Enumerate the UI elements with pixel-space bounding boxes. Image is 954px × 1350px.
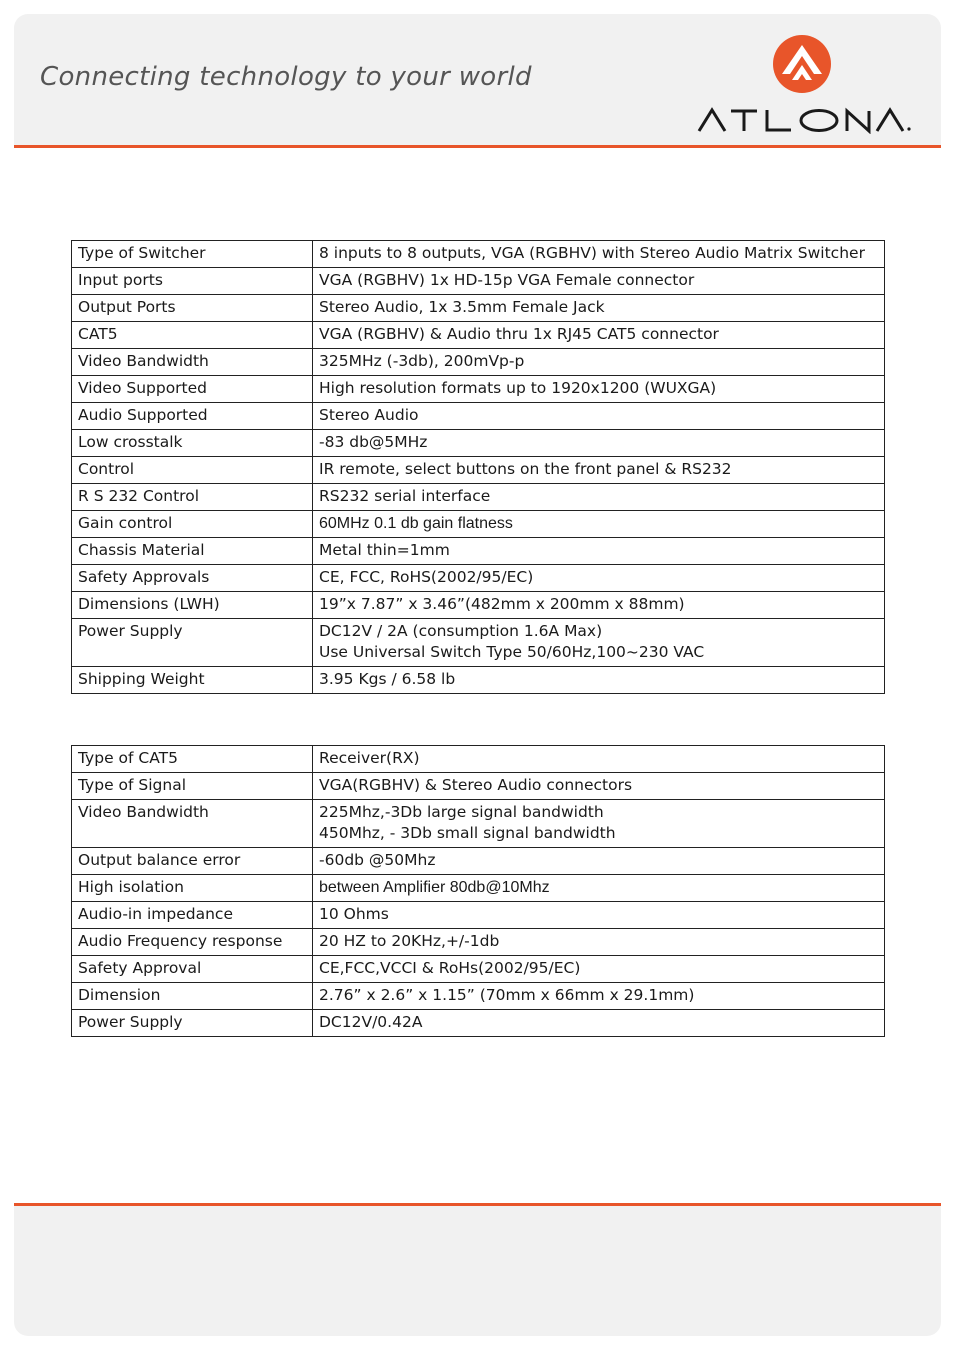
spec-label: Power Supply xyxy=(72,619,313,667)
spec-row xyxy=(72,773,885,800)
footer-rule xyxy=(14,1203,941,1206)
spec-value xyxy=(313,1010,885,1037)
spec-label: Type of Switcher xyxy=(72,241,313,268)
spec-label: Chassis Material xyxy=(72,538,313,565)
spec-row xyxy=(72,667,885,694)
spec-label: Type of Signal xyxy=(72,773,313,800)
spec-label: Safety Approval xyxy=(72,956,313,983)
spec-label: Control xyxy=(72,457,313,484)
switcher-spec-table xyxy=(71,240,885,694)
spec-row xyxy=(72,484,885,511)
spec-value xyxy=(313,983,885,1010)
receiver-spec-table xyxy=(71,745,885,1037)
spec-value-line: VGA(RGBHV) & Stereo Audio connectors xyxy=(319,776,633,794)
spec-value xyxy=(313,268,885,295)
spec-label: Safety Approvals xyxy=(72,565,313,592)
spec-label: Audio Supported xyxy=(72,403,313,430)
spec-row xyxy=(72,902,885,929)
spec-value-line: -60db @50Mhz xyxy=(319,851,436,869)
spec-row xyxy=(72,349,885,376)
spec-value xyxy=(313,848,885,875)
spec-value xyxy=(313,746,885,773)
spec-value-line: 325MHz (-3db), 200mVp-p xyxy=(319,352,525,370)
spec-value-line: Stereo Audio xyxy=(319,406,419,424)
spec-label: Audio Frequency response xyxy=(72,929,313,956)
spec-value xyxy=(313,538,885,565)
header-rule xyxy=(14,145,941,148)
spec-value xyxy=(313,956,885,983)
spec-label: Video Bandwidth xyxy=(72,349,313,376)
spec-value-line: Stereo Audio, 1x 3.5mm Female Jack xyxy=(319,298,605,316)
spec-row xyxy=(72,457,885,484)
spec-label: Shipping Weight xyxy=(72,667,313,694)
atlona-wordmark xyxy=(695,106,915,134)
spec-row xyxy=(72,848,885,875)
spec-label: Low crosstalk xyxy=(72,430,313,457)
spec-value-line: 225Mhz,-3Db large signal bandwidth xyxy=(319,803,604,821)
spec-value-line: 10 Ohms xyxy=(319,905,389,923)
spec-value-line: DC12V/0.42A xyxy=(319,1013,423,1031)
spec-value-line: -83 db@5MHz xyxy=(319,433,428,451)
spec-value-line: CE, FCC, RoHS(2002/95/EC) xyxy=(319,568,534,586)
spec-row xyxy=(72,800,885,848)
spec-row xyxy=(72,875,885,902)
spec-value-line: CE,FCC,VCCI & RoHs(2002/95/EC) xyxy=(319,959,581,977)
spec-label: Video Bandwidth xyxy=(72,800,313,848)
atlona-logo xyxy=(695,34,915,134)
spec-row xyxy=(72,619,885,667)
spec-value xyxy=(313,667,885,694)
spec-row xyxy=(72,322,885,349)
spec-value xyxy=(313,484,885,511)
spec-row xyxy=(72,565,885,592)
spec-value-line: High resolution formats up to 1920x1200 (WUXGA) xyxy=(319,379,717,397)
spec-label: Output balance error xyxy=(72,848,313,875)
atlona-logo-icon xyxy=(772,34,832,94)
spec-label: Type of CAT5 xyxy=(72,746,313,773)
spec-value-line: VGA (RGBHV) 1x HD-15p VGA Female connector xyxy=(319,271,695,289)
spec-row xyxy=(72,430,885,457)
spec-label: R S 232 Control xyxy=(72,484,313,511)
spec-row xyxy=(72,956,885,983)
spec-row xyxy=(72,592,885,619)
spec-row xyxy=(72,538,885,565)
spec-value xyxy=(313,241,885,268)
spec-value xyxy=(313,875,885,902)
spec-row xyxy=(72,241,885,268)
spec-row xyxy=(72,511,885,538)
spec-label: High isolation xyxy=(72,875,313,902)
spec-value xyxy=(313,403,885,430)
spec-row xyxy=(72,295,885,322)
spec-value-line: 450Mhz, - 3Db small signal bandwidth xyxy=(319,824,616,842)
spec-row xyxy=(72,376,885,403)
spec-label: Power Supply xyxy=(72,1010,313,1037)
spec-row xyxy=(72,268,885,295)
spec-value xyxy=(313,800,885,848)
spec-value-line: 8 inputs to 8 outputs, VGA (RGBHV) with Stereo Audio Matrix Switcher xyxy=(319,244,865,262)
spec-label: Input ports xyxy=(72,268,313,295)
spec-value xyxy=(313,773,885,800)
spec-value xyxy=(313,511,885,538)
spec-value-line: Metal thin=1mm xyxy=(319,541,450,559)
spec-value-line: 60MHz 0.1 db gain flatness xyxy=(319,515,513,532)
spec-value xyxy=(313,376,885,403)
spec-value xyxy=(313,322,885,349)
spec-value xyxy=(313,457,885,484)
tagline: Connecting technology to your world xyxy=(40,62,532,92)
spec-value-line: Use Universal Switch Type 50/60Hz,100~230 VAC xyxy=(319,643,705,661)
spec-row xyxy=(72,983,885,1010)
spec-value-line: 2.76” x 2.6” x 1.15” (70mm x 66mm x 29.1mm) xyxy=(319,986,695,1004)
spec-row xyxy=(72,746,885,773)
spec-label: Video Supported xyxy=(72,376,313,403)
spec-value xyxy=(313,295,885,322)
spec-label: Dimensions (LWH) xyxy=(72,592,313,619)
spec-row xyxy=(72,929,885,956)
spec-value xyxy=(313,565,885,592)
spec-value-line: between Amplifier 80db@10Mhz xyxy=(319,879,550,896)
spec-label: Gain control xyxy=(72,511,313,538)
spec-value-line: 20 HZ to 20KHz,+/-1db xyxy=(319,932,500,950)
spec-value xyxy=(313,902,885,929)
spec-value-line: 19”x 7.87” x 3.46”(482mm x 200mm x 88mm) xyxy=(319,595,685,613)
spec-value-line: VGA (RGBHV) & Audio thru 1x RJ45 CAT5 connector xyxy=(319,325,719,343)
spec-value-line: DC12V / 2A (consumption 1.6A Max) xyxy=(319,622,603,640)
spec-value xyxy=(313,619,885,667)
spec-value xyxy=(313,929,885,956)
spec-row xyxy=(72,403,885,430)
spec-value xyxy=(313,349,885,376)
spec-value-line: Receiver(RX) xyxy=(319,749,420,767)
spec-value xyxy=(313,430,885,457)
spec-value xyxy=(313,592,885,619)
spec-label: Dimension xyxy=(72,983,313,1010)
spec-value-line: 3.95 Kgs / 6.58 lb xyxy=(319,670,456,688)
spec-label: Audio-in impedance xyxy=(72,902,313,929)
spec-label: Output Ports xyxy=(72,295,313,322)
spec-value-line: RS232 serial interface xyxy=(319,487,491,505)
spec-value-line: IR remote, select buttons on the front panel & RS232 xyxy=(319,460,732,478)
spec-row xyxy=(72,1010,885,1037)
spec-label: CAT5 xyxy=(72,322,313,349)
